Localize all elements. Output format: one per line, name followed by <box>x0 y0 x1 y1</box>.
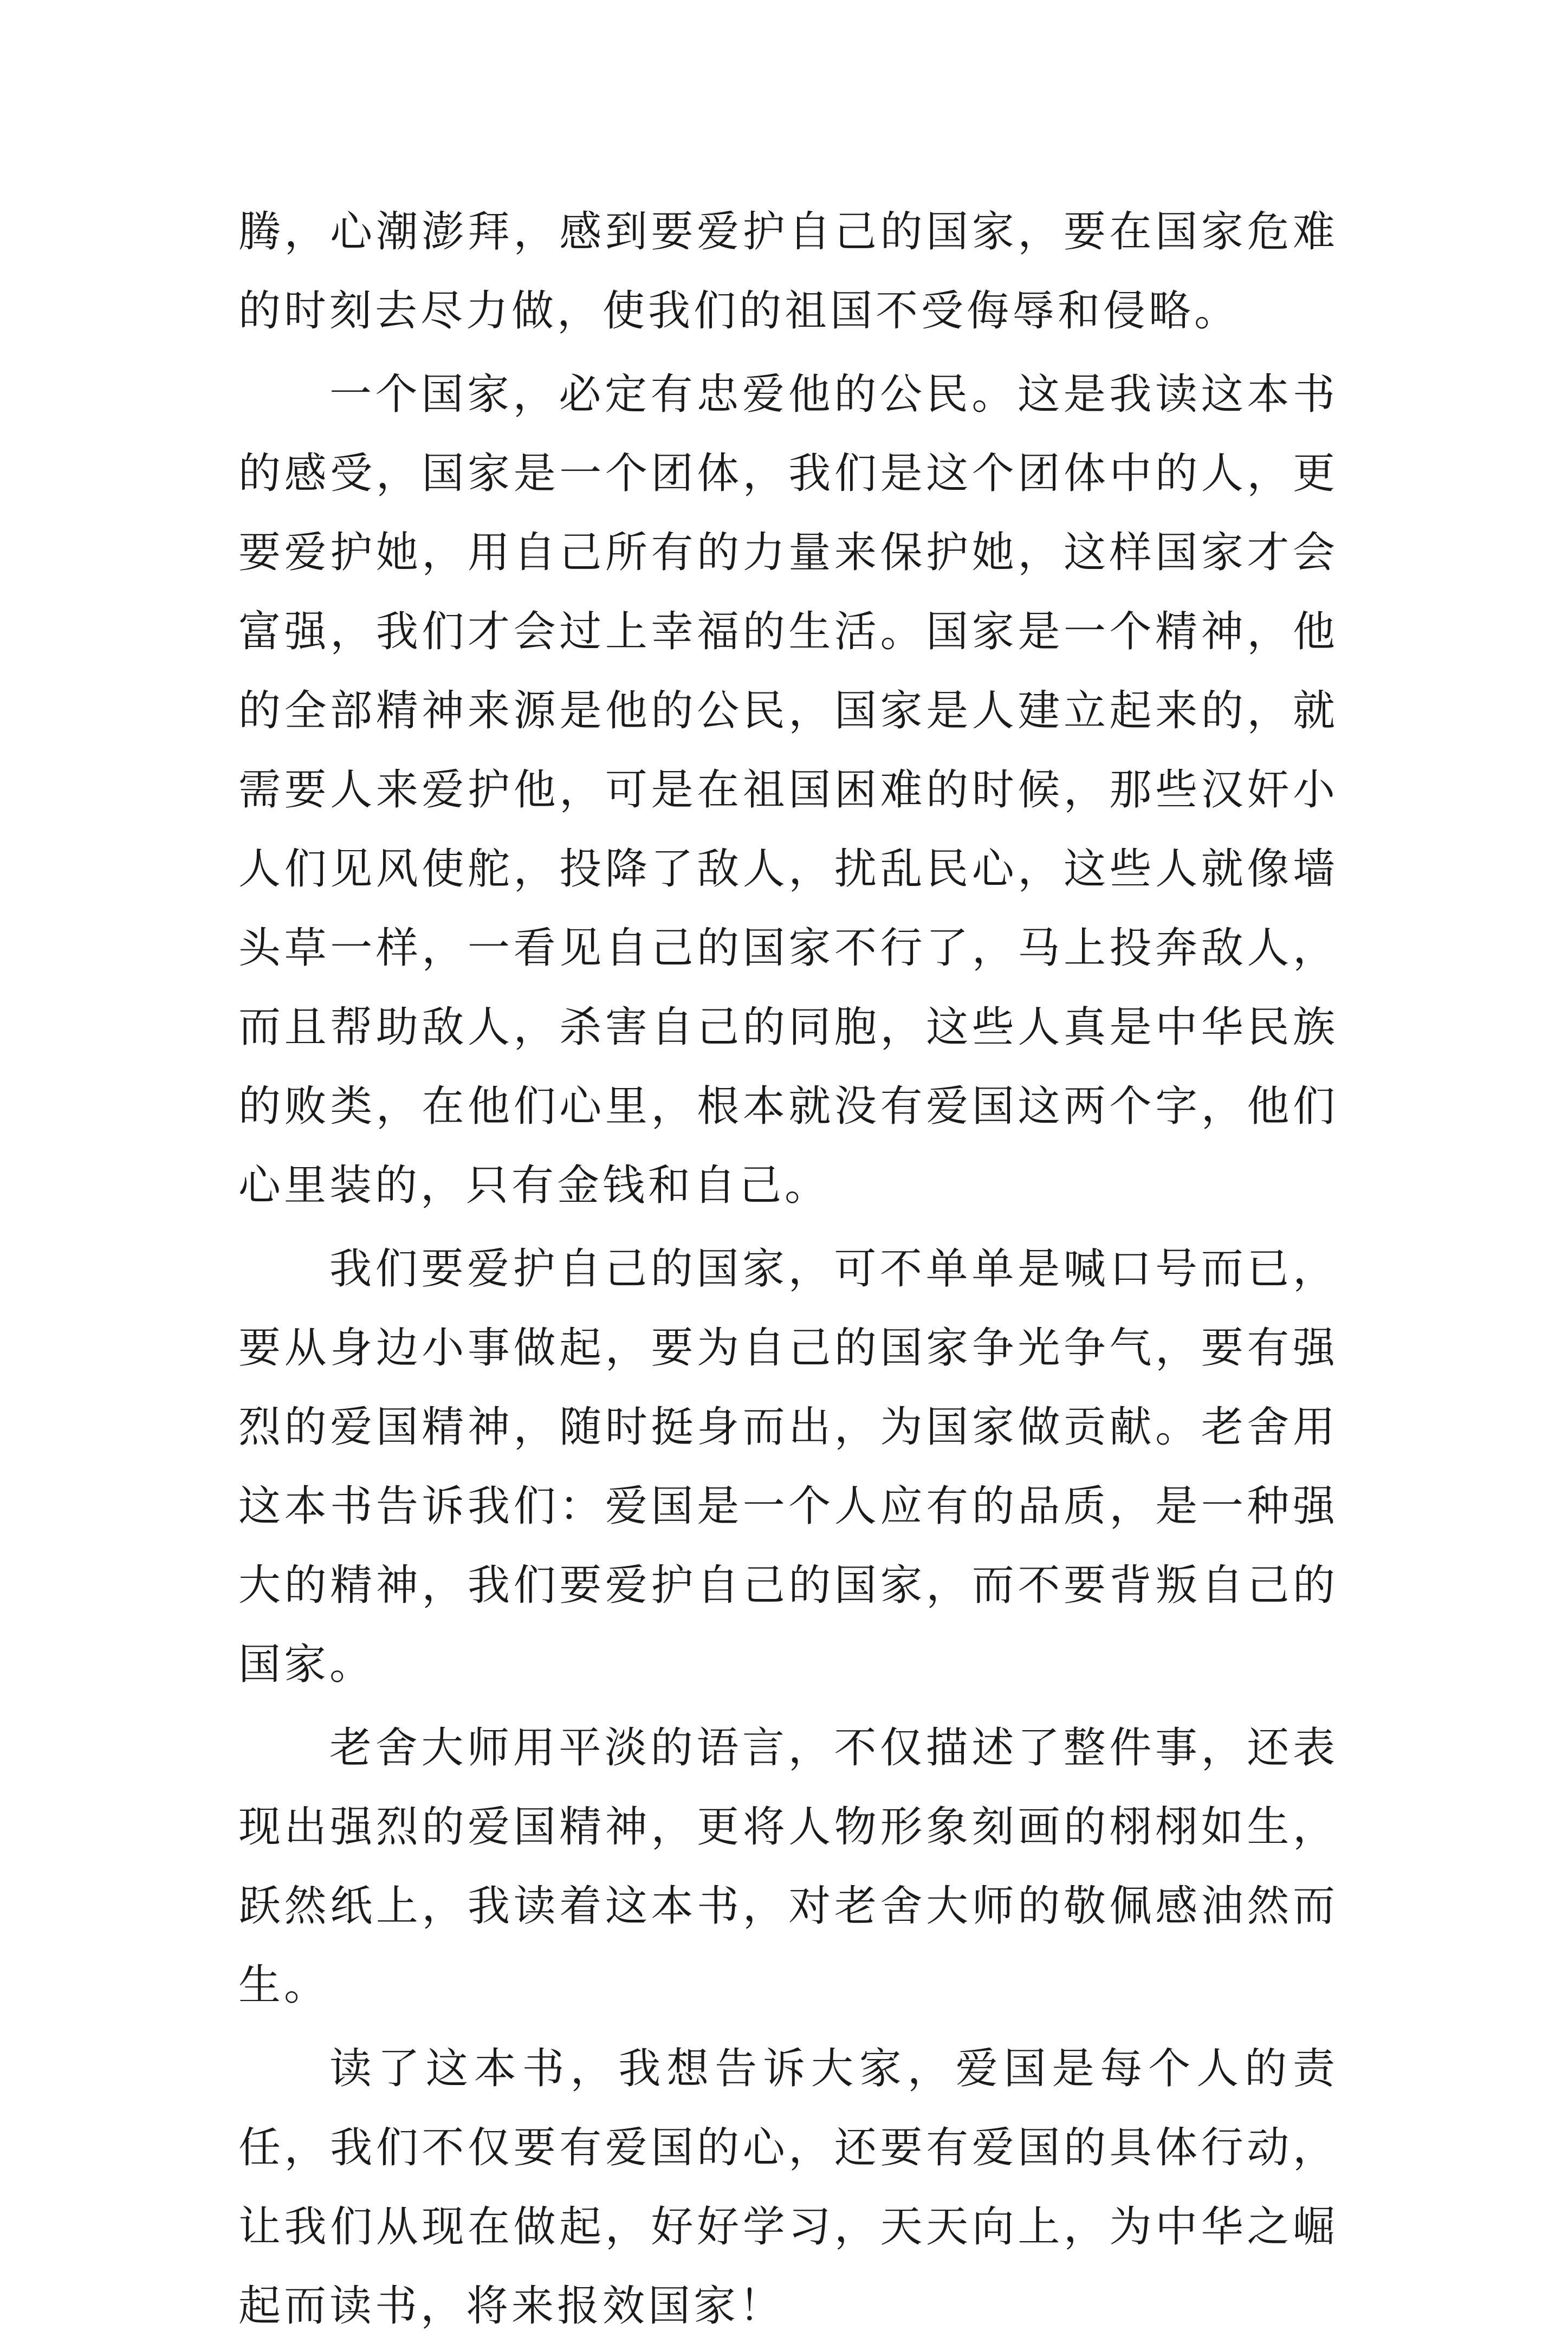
paragraph-continuation: 腾，心潮澎拜，感到要爱护自己的国家，要在国家危难的时刻去尽力做，使我们的祖国不受侮辱和侵略。 <box>238 208 1338 335</box>
paragraph-laoshe-language: 老舍大师用平淡的语言，不仅描述了整件事，还表现出强烈的爱国精神，更将人物形象刻画的栩栩如生，跃然纸上，我读着这本书，对老舍大师的敬佩感油然而生。 <box>238 1724 1338 2010</box>
paragraph-love-country: 我们要爱护自己的国家，可不单单是喊口号而已，要从身边小事做起，要为自己的国家争光争气，要有强烈的爱国精神，随时挺身而出，为国家做贡献。老舍用这本书告诉我们：爱国是一个人应有的品质，是一种强大的精神，我们要爱护自己的国家，而不要背叛自己的国家。 <box>238 1245 1338 1689</box>
paragraph-patriotic-citizens: 一个国家，必定有忠爱他的公民。这是我读这本书的感受，国家是一个团体，我们是这个团体中的人，更要爱护她，用自己所有的力量来保护她，这样国家才会富强，我们才会过上幸福的生活。国家是一个精神，他的全部精神来源是他的公民，国家是人建立起来的，就需要人来爱护他，可是在祖国困难的时候，那些汉奸小人们见风使舵，投降了敌人，扰乱民心，这些人就像墙头草一样，一看见自己的国家不行了，马上投奔敌人，而且帮助敌人，杀害自己的同胞，这些人真是中华民族的败类，在他们心里，根本就没有爱国这两个字，他们心里装的，只有金钱和自己。 <box>238 370 1338 1210</box>
paragraph-conclusion: 读了这本书，我想告诉大家，爱国是每个人的责任，我们不仅要有爱国的心，还要有爱国的具体行动，让我们从现在做起，好好学习，天天向上，为中华之崛起而读书，将来报效国家！ <box>238 2044 1338 2330</box>
document-body <box>238 192 1338 2350</box>
